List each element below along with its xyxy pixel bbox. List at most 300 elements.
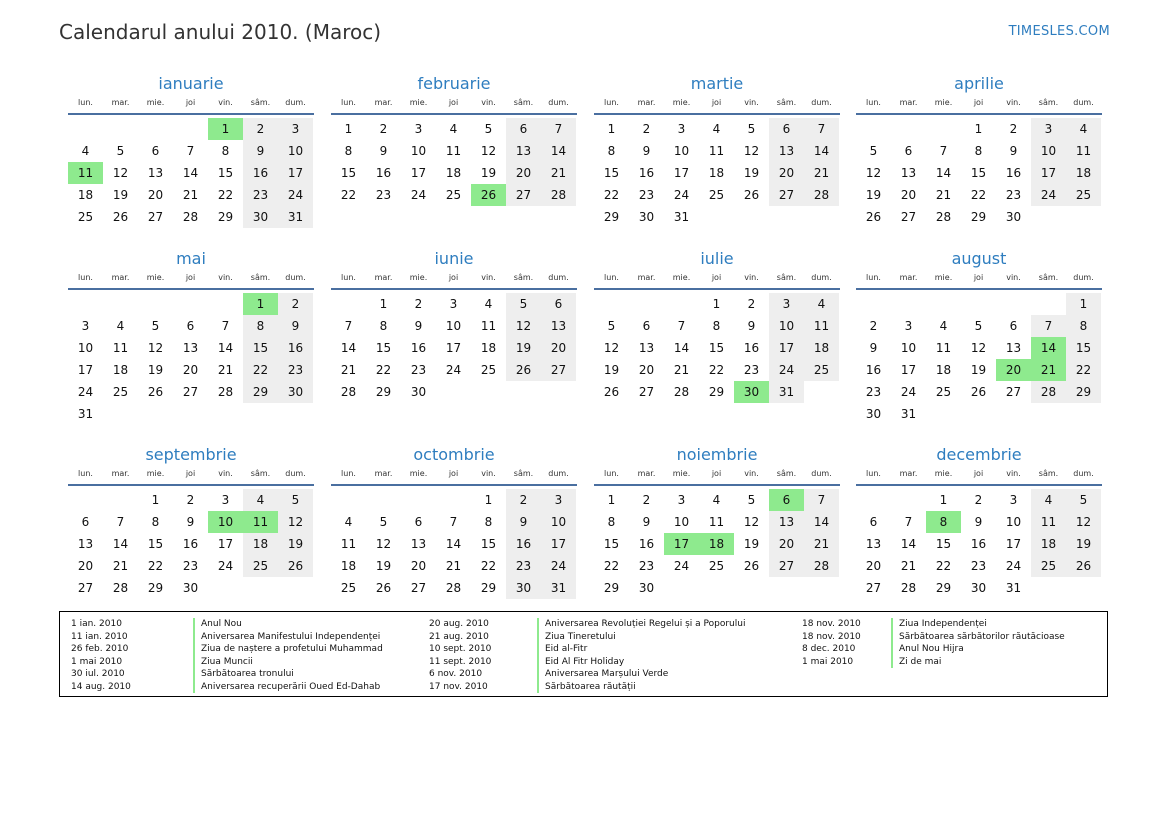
day-cell[interactable]: 10 (900, 341, 917, 355)
day-cell[interactable]: 30 (410, 385, 427, 399)
day-cell[interactable]: 27 (769, 184, 804, 206)
day-cell[interactable]: 2 (642, 493, 651, 507)
day-cell[interactable]: 12 (743, 144, 760, 158)
day-cell[interactable]: 13 (1005, 341, 1022, 355)
day-cell[interactable]: 6 (642, 319, 651, 333)
holiday-day[interactable]: 26 (471, 184, 506, 206)
day-cell[interactable]: 13 (410, 537, 427, 551)
day-cell[interactable]: 28 (804, 184, 839, 206)
day-cell[interactable]: 23 (375, 188, 392, 202)
day-cell[interactable]: 3 (904, 319, 913, 333)
day-cell[interactable]: 20 (638, 363, 655, 377)
day-cell[interactable]: 31 (900, 407, 917, 421)
day-cell[interactable]: 22 (970, 188, 987, 202)
day-cell[interactable]: 23 (243, 184, 278, 206)
day-cell[interactable]: 30 (506, 577, 541, 599)
day-cell[interactable]: 28 (541, 184, 576, 206)
day-cell[interactable]: 7 (804, 118, 839, 140)
day-cell[interactable]: 28 (340, 385, 357, 399)
day-cell[interactable]: 10 (769, 315, 804, 337)
day-cell[interactable]: 25 (243, 555, 278, 577)
day-cell[interactable]: 2 (1009, 122, 1018, 136)
day-cell[interactable]: 11 (1066, 140, 1101, 162)
day-cell[interactable]: 3 (81, 319, 90, 333)
day-cell[interactable]: 26 (970, 385, 987, 399)
day-cell[interactable]: 14 (445, 537, 462, 551)
day-cell[interactable]: 10 (541, 511, 576, 533)
day-cell[interactable]: 25 (935, 385, 952, 399)
day-cell[interactable]: 1 (607, 122, 616, 136)
holiday-day[interactable]: 11 (68, 162, 103, 184)
day-cell[interactable]: 29 (217, 210, 234, 224)
day-cell[interactable]: 17 (541, 533, 576, 555)
day-cell[interactable]: 1 (344, 122, 353, 136)
day-cell[interactable]: 10 (278, 140, 313, 162)
day-cell[interactable]: 1 (151, 493, 160, 507)
day-cell[interactable]: 26 (743, 559, 760, 573)
day-cell[interactable]: 20 (769, 162, 804, 184)
day-cell[interactable]: 26 (112, 210, 129, 224)
day-cell[interactable]: 18 (77, 188, 94, 202)
day-cell[interactable]: 2 (642, 122, 651, 136)
day-cell[interactable]: 18 (1031, 533, 1066, 555)
day-cell[interactable]: 21 (804, 162, 839, 184)
day-cell[interactable]: 30 (243, 206, 278, 228)
day-cell[interactable]: 20 (769, 533, 804, 555)
day-cell[interactable]: 17 (217, 537, 234, 551)
day-cell[interactable]: 16 (506, 533, 541, 555)
day-cell[interactable]: 12 (1066, 511, 1101, 533)
day-cell[interactable]: 20 (541, 337, 576, 359)
day-cell[interactable]: 4 (484, 297, 493, 311)
holiday-day[interactable]: 30 (734, 381, 769, 403)
day-cell[interactable]: 19 (147, 363, 164, 377)
day-cell[interactable]: 10 (1005, 515, 1022, 529)
day-cell[interactable]: 28 (182, 210, 199, 224)
day-cell[interactable]: 9 (506, 511, 541, 533)
day-cell[interactable]: 29 (935, 581, 952, 595)
day-cell[interactable]: 24 (769, 359, 804, 381)
day-cell[interactable]: 16 (743, 341, 760, 355)
day-cell[interactable]: 22 (147, 559, 164, 573)
day-cell[interactable]: 5 (278, 489, 313, 511)
day-cell[interactable]: 16 (865, 363, 882, 377)
day-cell[interactable]: 19 (743, 166, 760, 180)
day-cell[interactable]: 24 (673, 188, 690, 202)
day-cell[interactable]: 21 (900, 559, 917, 573)
day-cell[interactable]: 25 (77, 210, 94, 224)
day-cell[interactable]: 22 (480, 559, 497, 573)
day-cell[interactable]: 15 (708, 341, 725, 355)
day-cell[interactable]: 29 (243, 381, 278, 403)
day-cell[interactable]: 30 (638, 210, 655, 224)
day-cell[interactable]: 28 (1031, 381, 1066, 403)
day-cell[interactable]: 27 (541, 359, 576, 381)
day-cell[interactable]: 24 (77, 385, 94, 399)
day-cell[interactable]: 29 (970, 210, 987, 224)
day-cell[interactable]: 17 (1031, 162, 1066, 184)
day-cell[interactable]: 22 (603, 559, 620, 573)
day-cell[interactable]: 12 (480, 144, 497, 158)
day-cell[interactable]: 3 (221, 493, 230, 507)
day-cell[interactable]: 22 (1066, 359, 1101, 381)
day-cell[interactable]: 19 (112, 188, 129, 202)
day-cell[interactable]: 6 (869, 515, 878, 529)
day-cell[interactable]: 14 (804, 140, 839, 162)
day-cell[interactable]: 25 (1066, 184, 1101, 206)
day-cell[interactable]: 3 (541, 489, 576, 511)
day-cell[interactable]: 25 (480, 363, 497, 377)
day-cell[interactable]: 27 (769, 555, 804, 577)
day-cell[interactable]: 3 (449, 297, 458, 311)
day-cell[interactable]: 8 (607, 515, 616, 529)
day-cell[interactable]: 21 (935, 188, 952, 202)
day-cell[interactable]: 29 (708, 385, 725, 399)
day-cell[interactable]: 15 (480, 537, 497, 551)
day-cell[interactable]: 22 (603, 188, 620, 202)
day-cell[interactable]: 1 (484, 493, 493, 507)
day-cell[interactable]: 18 (480, 341, 497, 355)
day-cell[interactable]: 30 (182, 581, 199, 595)
day-cell[interactable]: 10 (673, 144, 690, 158)
day-cell[interactable]: 31 (541, 577, 576, 599)
day-cell[interactable]: 9 (278, 315, 313, 337)
day-cell[interactable]: 7 (116, 515, 125, 529)
day-cell[interactable]: 3 (278, 118, 313, 140)
day-cell[interactable]: 2 (506, 489, 541, 511)
day-cell[interactable]: 19 (375, 559, 392, 573)
day-cell[interactable]: 28 (445, 581, 462, 595)
day-cell[interactable]: 16 (1005, 166, 1022, 180)
day-cell[interactable]: 21 (182, 188, 199, 202)
day-cell[interactable]: 5 (869, 144, 878, 158)
day-cell[interactable]: 16 (243, 162, 278, 184)
day-cell[interactable]: 15 (935, 537, 952, 551)
day-cell[interactable]: 22 (375, 363, 392, 377)
day-cell[interactable]: 14 (112, 537, 129, 551)
day-cell[interactable]: 23 (970, 559, 987, 573)
day-cell[interactable]: 7 (344, 319, 353, 333)
day-cell[interactable]: 4 (1066, 118, 1101, 140)
day-cell[interactable]: 8 (974, 144, 983, 158)
day-cell[interactable]: 28 (900, 581, 917, 595)
day-cell[interactable]: 24 (1005, 559, 1022, 573)
holiday-day[interactable]: 6 (769, 489, 804, 511)
day-cell[interactable]: 27 (506, 184, 541, 206)
day-cell[interactable]: 1 (607, 493, 616, 507)
day-cell[interactable]: 20 (410, 559, 427, 573)
day-cell[interactable]: 31 (1005, 581, 1022, 595)
day-cell[interactable]: 4 (344, 515, 353, 529)
day-cell[interactable]: 27 (865, 581, 882, 595)
day-cell[interactable]: 24 (900, 385, 917, 399)
day-cell[interactable]: 18 (243, 533, 278, 555)
day-cell[interactable]: 29 (480, 581, 497, 595)
day-cell[interactable]: 9 (379, 144, 388, 158)
day-cell[interactable]: 13 (865, 537, 882, 551)
day-cell[interactable]: 30 (1005, 210, 1022, 224)
day-cell[interactable]: 6 (506, 118, 541, 140)
holiday-day[interactable]: 20 (996, 359, 1031, 381)
day-cell[interactable]: 15 (243, 337, 278, 359)
day-cell[interactable]: 23 (743, 363, 760, 377)
day-cell[interactable]: 19 (865, 188, 882, 202)
day-cell[interactable]: 2 (747, 297, 756, 311)
day-cell[interactable]: 3 (677, 493, 686, 507)
holiday-day[interactable]: 11 (243, 511, 278, 533)
day-cell[interactable]: 22 (217, 188, 234, 202)
day-cell[interactable]: 26 (603, 385, 620, 399)
day-cell[interactable]: 29 (1066, 381, 1101, 403)
day-cell[interactable]: 18 (1066, 162, 1101, 184)
day-cell[interactable]: 6 (904, 144, 913, 158)
day-cell[interactable]: 14 (804, 511, 839, 533)
day-cell[interactable]: 2 (243, 118, 278, 140)
day-cell[interactable]: 10 (77, 341, 94, 355)
day-cell[interactable]: 21 (541, 162, 576, 184)
day-cell[interactable]: 11 (1031, 511, 1066, 533)
day-cell[interactable]: 24 (1031, 184, 1066, 206)
day-cell[interactable]: 18 (340, 559, 357, 573)
day-cell[interactable]: 17 (1005, 537, 1022, 551)
holiday-day[interactable]: 1 (208, 118, 243, 140)
day-cell[interactable]: 12 (278, 511, 313, 533)
day-cell[interactable]: 7 (939, 144, 948, 158)
day-cell[interactable]: 4 (449, 122, 458, 136)
day-cell[interactable]: 25 (708, 188, 725, 202)
day-cell[interactable]: 13 (638, 341, 655, 355)
day-cell[interactable]: 6 (1009, 319, 1018, 333)
day-cell[interactable]: 1 (379, 297, 388, 311)
day-cell[interactable]: 21 (217, 363, 234, 377)
day-cell[interactable]: 12 (970, 341, 987, 355)
day-cell[interactable]: 11 (480, 319, 497, 333)
day-cell[interactable]: 9 (186, 515, 195, 529)
day-cell[interactable]: 27 (410, 581, 427, 595)
day-cell[interactable]: 5 (151, 319, 160, 333)
day-cell[interactable]: 22 (243, 359, 278, 381)
day-cell[interactable]: 8 (344, 144, 353, 158)
day-cell[interactable]: 13 (769, 511, 804, 533)
day-cell[interactable]: 17 (769, 337, 804, 359)
day-cell[interactable]: 13 (541, 315, 576, 337)
day-cell[interactable]: 19 (480, 166, 497, 180)
day-cell[interactable]: 26 (743, 188, 760, 202)
day-cell[interactable]: 1 (1066, 293, 1101, 315)
day-cell[interactable]: 25 (708, 559, 725, 573)
holiday-day[interactable]: 10 (208, 511, 243, 533)
day-cell[interactable]: 24 (278, 184, 313, 206)
day-cell[interactable]: 11 (708, 144, 725, 158)
day-cell[interactable]: 16 (278, 337, 313, 359)
day-cell[interactable]: 20 (865, 559, 882, 573)
day-cell[interactable]: 6 (186, 319, 195, 333)
day-cell[interactable]: 21 (112, 559, 129, 573)
day-cell[interactable]: 27 (77, 581, 94, 595)
day-cell[interactable]: 25 (804, 359, 839, 381)
day-cell[interactable]: 9 (869, 341, 878, 355)
day-cell[interactable]: 2 (974, 493, 983, 507)
day-cell[interactable]: 9 (642, 515, 651, 529)
day-cell[interactable]: 9 (974, 515, 983, 529)
day-cell[interactable]: 28 (217, 385, 234, 399)
day-cell[interactable]: 29 (147, 581, 164, 595)
day-cell[interactable]: 20 (506, 162, 541, 184)
day-cell[interactable]: 9 (243, 140, 278, 162)
brand-link[interactable]: TIMESLES.COM (1008, 24, 1110, 39)
day-cell[interactable]: 4 (939, 319, 948, 333)
day-cell[interactable]: 9 (642, 144, 651, 158)
day-cell[interactable]: 28 (112, 581, 129, 595)
day-cell[interactable]: 24 (673, 559, 690, 573)
day-cell[interactable]: 9 (414, 319, 423, 333)
day-cell[interactable]: 5 (974, 319, 983, 333)
day-cell[interactable]: 28 (673, 385, 690, 399)
day-cell[interactable]: 7 (804, 489, 839, 511)
day-cell[interactable]: 20 (147, 188, 164, 202)
day-cell[interactable]: 23 (638, 188, 655, 202)
day-cell[interactable]: 8 (379, 319, 388, 333)
day-cell[interactable]: 14 (217, 341, 234, 355)
day-cell[interactable]: 8 (1066, 315, 1101, 337)
day-cell[interactable]: 21 (340, 363, 357, 377)
day-cell[interactable]: 22 (935, 559, 952, 573)
day-cell[interactable]: 30 (970, 581, 987, 595)
day-cell[interactable]: 11 (340, 537, 357, 551)
day-cell[interactable]: 29 (603, 581, 620, 595)
day-cell[interactable]: 15 (217, 166, 234, 180)
day-cell[interactable]: 4 (116, 319, 125, 333)
day-cell[interactable]: 27 (638, 385, 655, 399)
day-cell[interactable]: 24 (445, 363, 462, 377)
day-cell[interactable]: 15 (1066, 337, 1101, 359)
day-cell[interactable]: 4 (1031, 489, 1066, 511)
day-cell[interactable]: 8 (221, 144, 230, 158)
day-cell[interactable]: 12 (865, 166, 882, 180)
day-cell[interactable]: 3 (677, 122, 686, 136)
day-cell[interactable]: 23 (638, 559, 655, 573)
day-cell[interactable]: 14 (673, 341, 690, 355)
day-cell[interactable]: 18 (445, 166, 462, 180)
day-cell[interactable]: 4 (81, 144, 90, 158)
day-cell[interactable]: 15 (970, 166, 987, 180)
day-cell[interactable]: 24 (217, 559, 234, 573)
day-cell[interactable]: 3 (414, 122, 423, 136)
day-cell[interactable]: 12 (112, 166, 129, 180)
day-cell[interactable]: 16 (638, 166, 655, 180)
day-cell[interactable]: 17 (673, 166, 690, 180)
day-cell[interactable]: 16 (182, 537, 199, 551)
day-cell[interactable]: 2 (379, 122, 388, 136)
day-cell[interactable]: 5 (607, 319, 616, 333)
day-cell[interactable]: 20 (182, 363, 199, 377)
day-cell[interactable]: 4 (712, 493, 721, 507)
holiday-day[interactable]: 17 (664, 533, 699, 555)
day-cell[interactable]: 12 (375, 537, 392, 551)
day-cell[interactable]: 6 (769, 118, 804, 140)
day-cell[interactable]: 15 (147, 537, 164, 551)
day-cell[interactable]: 19 (970, 363, 987, 377)
day-cell[interactable]: 24 (541, 555, 576, 577)
day-cell[interactable]: 7 (677, 319, 686, 333)
day-cell[interactable]: 7 (449, 515, 458, 529)
day-cell[interactable]: 10 (445, 319, 462, 333)
day-cell[interactable]: 26 (865, 210, 882, 224)
day-cell[interactable]: 8 (243, 315, 278, 337)
day-cell[interactable]: 5 (116, 144, 125, 158)
day-cell[interactable]: 1 (939, 493, 948, 507)
day-cell[interactable]: 14 (182, 166, 199, 180)
day-cell[interactable]: 26 (1066, 555, 1101, 577)
day-cell[interactable]: 6 (151, 144, 160, 158)
day-cell[interactable]: 21 (445, 559, 462, 573)
day-cell[interactable]: 25 (1031, 555, 1066, 577)
day-cell[interactable]: 2 (278, 293, 313, 315)
day-cell[interactable]: 22 (708, 363, 725, 377)
day-cell[interactable]: 8 (712, 319, 721, 333)
day-cell[interactable]: 25 (340, 581, 357, 595)
day-cell[interactable]: 19 (1066, 533, 1101, 555)
day-cell[interactable]: 3 (1031, 118, 1066, 140)
day-cell[interactable]: 5 (747, 493, 756, 507)
day-cell[interactable]: 7 (1031, 315, 1066, 337)
day-cell[interactable]: 4 (243, 489, 278, 511)
day-cell[interactable]: 6 (541, 293, 576, 315)
holiday-day[interactable]: 1 (243, 293, 278, 315)
day-cell[interactable]: 15 (375, 341, 392, 355)
day-cell[interactable]: 16 (410, 341, 427, 355)
day-cell[interactable]: 5 (484, 122, 493, 136)
day-cell[interactable]: 16 (375, 166, 392, 180)
day-cell[interactable]: 31 (673, 210, 690, 224)
day-cell[interactable]: 12 (506, 315, 541, 337)
day-cell[interactable]: 5 (506, 293, 541, 315)
day-cell[interactable]: 7 (541, 118, 576, 140)
day-cell[interactable]: 20 (900, 188, 917, 202)
day-cell[interactable]: 29 (603, 210, 620, 224)
day-cell[interactable]: 1 (974, 122, 983, 136)
day-cell[interactable]: 17 (900, 363, 917, 377)
day-cell[interactable]: 15 (340, 166, 357, 180)
day-cell[interactable]: 2 (869, 319, 878, 333)
day-cell[interactable]: 17 (278, 162, 313, 184)
day-cell[interactable]: 7 (904, 515, 913, 529)
day-cell[interactable]: 11 (804, 315, 839, 337)
day-cell[interactable]: 14 (900, 537, 917, 551)
day-cell[interactable]: 30 (865, 407, 882, 421)
day-cell[interactable]: 11 (935, 341, 952, 355)
day-cell[interactable]: 24 (410, 188, 427, 202)
day-cell[interactable]: 18 (708, 166, 725, 180)
day-cell[interactable]: 6 (414, 515, 423, 529)
day-cell[interactable]: 14 (541, 140, 576, 162)
day-cell[interactable]: 11 (112, 341, 129, 355)
day-cell[interactable]: 6 (81, 515, 90, 529)
day-cell[interactable]: 12 (603, 341, 620, 355)
day-cell[interactable]: 8 (484, 515, 493, 529)
day-cell[interactable]: 25 (112, 385, 129, 399)
day-cell[interactable]: 18 (935, 363, 952, 377)
day-cell[interactable]: 23 (865, 385, 882, 399)
day-cell[interactable]: 29 (375, 385, 392, 399)
day-cell[interactable]: 26 (506, 359, 541, 381)
day-cell[interactable]: 4 (712, 122, 721, 136)
day-cell[interactable]: 11 (708, 515, 725, 529)
day-cell[interactable]: 19 (743, 537, 760, 551)
day-cell[interactable]: 16 (638, 537, 655, 551)
holiday-day[interactable]: 18 (699, 533, 734, 555)
day-cell[interactable]: 26 (375, 581, 392, 595)
